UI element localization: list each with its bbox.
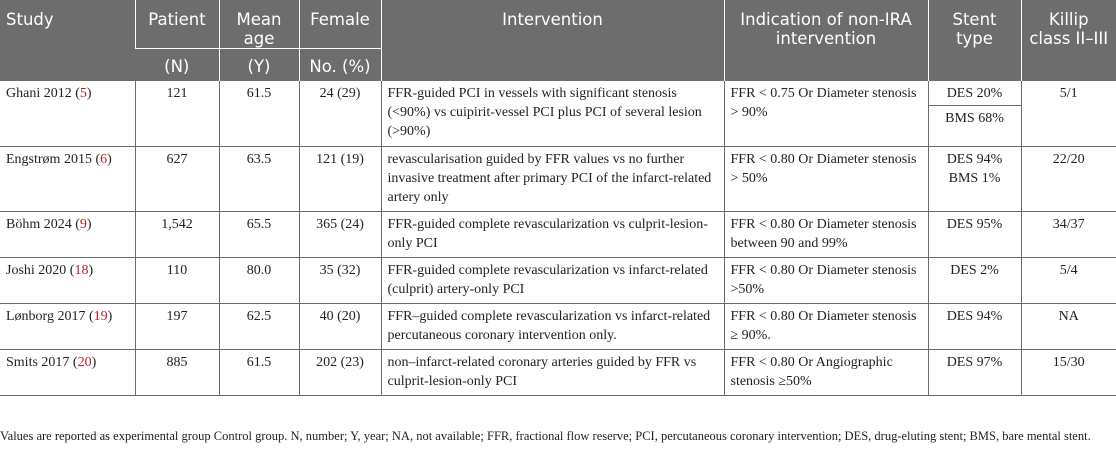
female-count: 24 (29) <box>299 81 381 146</box>
mean-age: 65.5 <box>219 211 299 257</box>
stent-type-secondary: BMS 1% <box>948 170 1001 186</box>
stent-type: DES 94% <box>928 303 1021 349</box>
female-count: 121 (19) <box>299 146 381 211</box>
indication: FFR < 0.80 Or Diameter stenosis ≥ 90%. <box>724 303 928 349</box>
female-count: 202 (23) <box>299 349 381 395</box>
reference-link[interactable]: 19 <box>93 308 108 324</box>
mean-age: 63.5 <box>219 146 299 211</box>
killip-class: 15/30 <box>1021 349 1116 395</box>
header-patient-unit: (N) <box>135 49 219 82</box>
header-stent-type: Stent type <box>928 0 1021 81</box>
study-text-close: ) <box>88 262 94 278</box>
female-count: 40 (20) <box>299 303 381 349</box>
reference-link[interactable]: 18 <box>74 262 89 278</box>
study-name <box>0 146 135 211</box>
reference-link[interactable]: 20 <box>77 354 92 370</box>
killip-class: 22/20 <box>1021 146 1116 211</box>
indication: FFR < 0.80 Or Diameter stenosis between 90 and 99% <box>724 211 928 257</box>
patient-count: 121 <box>135 81 219 146</box>
header-age-unit: (Y) <box>219 49 299 82</box>
reference-link[interactable]: 5 <box>79 86 87 101</box>
killip-class: NA <box>1021 303 1116 349</box>
study-text-close: ) <box>86 216 92 232</box>
study-text-close: ) <box>86 86 92 101</box>
study-name <box>0 81 135 146</box>
header-intervention: Intervention <box>381 0 724 81</box>
study-text: Engstrøm 2015 ( <box>6 151 101 167</box>
indication: FFR < 0.75 Or Diameter stenosis > 90% <box>724 81 928 146</box>
indication: FFR < 0.80 Or Angiographic stenosis ≥50% <box>724 349 928 395</box>
table-row <box>0 211 1116 257</box>
intervention: FFR-guided PCI in vessels with significant stenosis (<90%) vs cuipirit-vessel PCI plus PCI of several lesion (>90%) <box>381 81 724 146</box>
indication: FFR < 0.80 Or Diameter stenosis > 50% <box>724 146 928 211</box>
reference-link[interactable]: 9 <box>79 216 87 232</box>
stent-type: DES 95% <box>928 211 1021 257</box>
header-killip-class: Killip class II–III <box>1021 0 1116 81</box>
study-text: Lønborg 2017 ( <box>6 308 94 324</box>
stent-type: DES 2% <box>928 257 1021 303</box>
patient-count: 1,542 <box>135 211 219 257</box>
killip-class: 34/37 <box>1021 211 1116 257</box>
table-footnote: Values are reported as experimental group Control group. N, number; Y, year; NA, not available; FFR, fractional flow reserve; PCI, percutaneous coronary intervention; DES, drug-eluting stent; BMS, bare mental stent. <box>0 429 1091 443</box>
female-count: 365 (24) <box>299 211 381 257</box>
reference-link[interactable]: 6 <box>100 151 108 167</box>
killip-class: 5/1 <box>1021 81 1116 146</box>
stent-type-primary: DES 20% <box>946 86 1003 101</box>
mean-age: 61.5 <box>219 349 299 395</box>
intervention: non–infarct-related coronary arteries guided by FFR vs culprit-lesion-only PCI <box>381 349 724 395</box>
header-study: Study <box>0 0 135 81</box>
intervention: FFR–guided complete revascularization vs infarct-related percutaneous coronary intervention only. <box>381 303 724 349</box>
study-text-close: ) <box>107 308 113 324</box>
indication: FFR < 0.80 Or Diameter stenosis >50% <box>724 257 928 303</box>
header-patient: Patient <box>135 0 219 49</box>
study-name <box>0 257 135 303</box>
study-text: Smits 2017 ( <box>6 354 78 370</box>
killip-class: 5/4 <box>1021 257 1116 303</box>
header-female-unit: No. (%) <box>299 49 381 82</box>
header-indication: Indication of non-IRA intervention <box>724 0 928 81</box>
patient-count: 110 <box>135 257 219 303</box>
header-mean-age: Mean age <box>219 0 299 49</box>
study-text-close: ) <box>107 151 112 167</box>
study-text: Joshi 2020 ( <box>6 262 75 278</box>
intervention: FFR-guided complete revascularization vs infarct-related (culprit) artery-only PCI <box>381 257 724 303</box>
study-text: Ghani 2012 ( <box>6 86 80 101</box>
study-name <box>0 211 135 257</box>
table-row <box>0 81 1116 146</box>
table-row <box>0 349 1116 395</box>
mean-age: 80.0 <box>219 257 299 303</box>
table-row <box>0 257 1116 303</box>
table-row <box>0 303 1116 349</box>
intervention: revascularisation guided by FFR values vs no further invasive treatment after primary PCI of the infarct-related artery only <box>381 146 724 211</box>
stent-type-primary: DES 94% <box>946 151 1003 167</box>
stent-type: DES 97% <box>928 349 1021 395</box>
header-female: Female <box>299 0 381 49</box>
patient-count: 197 <box>135 303 219 349</box>
stent-type <box>928 146 1021 211</box>
table-row <box>0 146 1116 211</box>
intervention: FFR-guided complete revascularization vs culprit-lesion-only PCI <box>381 211 724 257</box>
study-name <box>0 349 135 395</box>
stent-type <box>928 81 1021 146</box>
study-name <box>0 303 135 349</box>
stent-type-secondary: BMS 68% <box>929 105 1021 130</box>
patient-count: 885 <box>135 349 219 395</box>
mean-age: 62.5 <box>219 303 299 349</box>
patient-count: 627 <box>135 146 219 211</box>
study-text-close: ) <box>91 354 97 370</box>
female-count: 35 (32) <box>299 257 381 303</box>
study-text: Böhm 2024 ( <box>6 216 80 232</box>
mean-age: 61.5 <box>219 81 299 146</box>
